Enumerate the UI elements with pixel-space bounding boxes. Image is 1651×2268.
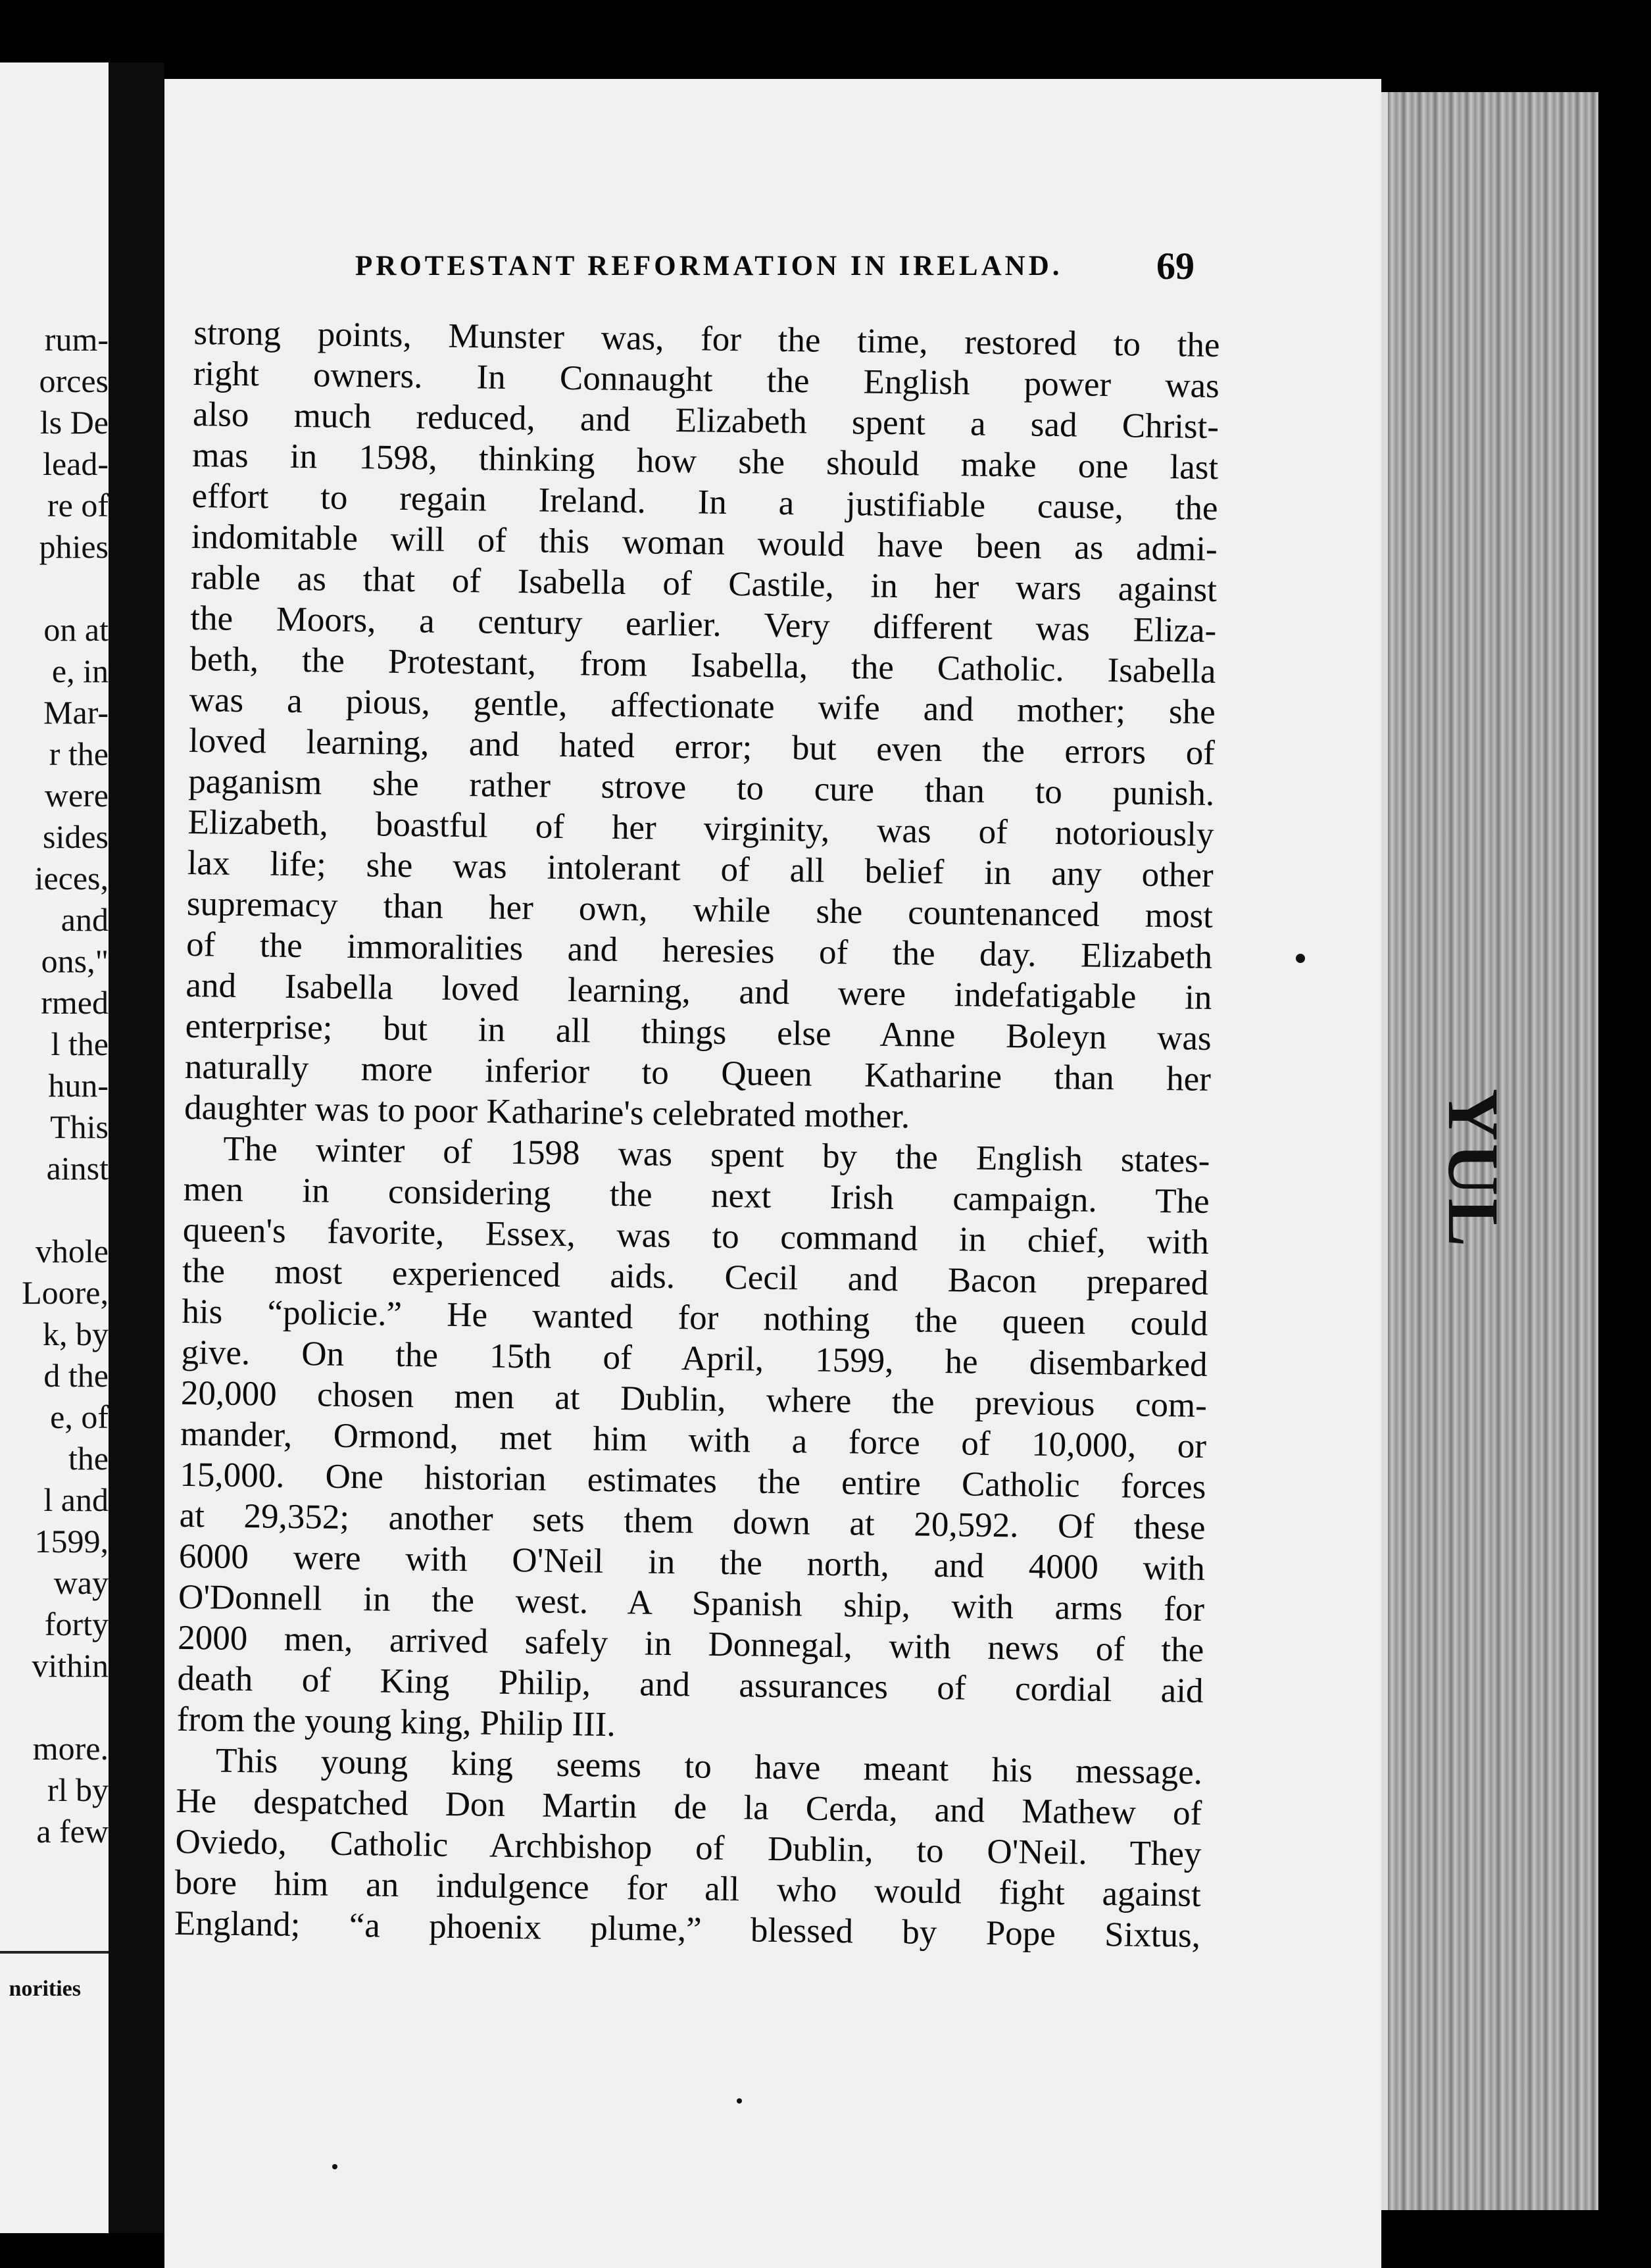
facing-line: Loore, [22, 1274, 109, 1311]
facing-line: hun- [48, 1067, 109, 1104]
library-stamp: YUL [1433, 1089, 1514, 1250]
text-line: 2000 men, arrived safely in Donnegal, with news of the [178, 1618, 1204, 1669]
text-line: mas in 1598, thinking how she should make one last [191, 435, 1219, 487]
text-line: This young king seems to have meant his message. [215, 1741, 1203, 1792]
facing-line: This [50, 1108, 109, 1145]
text-line: The winter of 1598 was spent by the English states- [223, 1129, 1210, 1180]
facing-line: vithin [32, 1647, 109, 1684]
text-line: the Moors, a century earlier. Very different was Eliza- [189, 599, 1217, 651]
page-header [164, 240, 1381, 293]
text-line: strong points, Munster was, for the time, restored to the [193, 313, 1220, 365]
facing-line: e, of [50, 1398, 109, 1435]
text-line: Oviedo, Catholic Archbishop of Dublin, to O'Neil. They [175, 1822, 1202, 1873]
text-line: O'Donnell in the west. A Spanish ship, with arms for [178, 1577, 1205, 1629]
text-line: bore him an indulgence for all who would fight against [174, 1863, 1202, 1914]
ink-speck [332, 2164, 337, 2169]
text-line: right owners. In Connaught the English power was [193, 354, 1220, 406]
facing-line: the [68, 1440, 109, 1477]
text-line: effort to regain Ireland. In a justifiable cause, the [191, 476, 1218, 528]
facing-page-lines [0, 319, 109, 1852]
running-head: PROTESTANT REFORMATION IN IRELAND. [355, 251, 1063, 282]
text-line: mander, Ormond, met him with a force of 10,000, or [180, 1414, 1207, 1466]
facing-line: d the [43, 1357, 109, 1394]
footnote-rule [0, 1951, 109, 1954]
text-line: loved learning, and hated error; but even the errors of [188, 721, 1216, 773]
facing-line-gap [0, 568, 109, 609]
facing-line: lead- [43, 445, 109, 482]
facing-line: Mar- [43, 694, 109, 731]
text-line: was a pious, gentle, affectionate wife and mother; she [189, 680, 1216, 732]
facing-line: rl by [47, 1771, 109, 1808]
text-line: indomitable will of this woman would have been as admi- [191, 517, 1218, 569]
text-line: rable as that of Isabella of Castile, in her wars against [190, 558, 1218, 610]
facing-line: 1599, [34, 1523, 109, 1560]
text-line: queen's favorite, Essex, was to command in chief, with [182, 1210, 1210, 1262]
facing-line: on at [43, 611, 109, 648]
text-line: enterprise; but in all things else Anne Boleyn was [185, 1006, 1212, 1058]
text-line: paganism she rather strove to cure than to punish. [187, 762, 1215, 814]
facing-line: ls De [39, 404, 109, 441]
text-line: England; “a phoenix plume,” blessed by Pope Sixtus, [174, 1904, 1201, 1955]
facing-line: r the [49, 735, 109, 772]
text-line: from the young king, Philip III. [176, 1700, 616, 1744]
facing-line: more. [32, 1730, 109, 1767]
facing-line: ainst [46, 1150, 109, 1187]
text-line: daughter was to poor Katharine's celebrated mother. [184, 1088, 910, 1136]
facing-line: forty [44, 1606, 109, 1642]
text-line: Elizabeth, boastful of her virginity, was of notoriously [187, 802, 1214, 854]
facing-line: ons," [41, 943, 109, 979]
facing-line: e, in [51, 653, 109, 689]
facing-line: l and [43, 1481, 109, 1518]
facing-page-fragment [0, 62, 109, 2233]
text-line: also much reduced, and Elizabeth spent a sad Christ- [192, 395, 1220, 447]
facing-line: way [53, 1564, 109, 1601]
text-line: and Isabella loved learning, and were indefatigable in [185, 966, 1212, 1017]
text-line: beth, the Protestant, from Isabella, the Catholic. Isabella [189, 639, 1216, 691]
ink-speck [1296, 954, 1305, 963]
text-line: lax life; she was intolerant of all belief in any other [187, 843, 1214, 895]
text-line: 15,000. One historian estimates the entire Catholic forces [180, 1455, 1206, 1506]
page-number: 69 [1156, 245, 1195, 287]
facing-line: phies [39, 528, 109, 565]
text-line: the most experienced aids. Cecil and Bacon prepared [182, 1251, 1209, 1302]
facing-line: k, by [43, 1316, 109, 1352]
facing-line: sides [43, 818, 109, 855]
page-body [174, 312, 1220, 1956]
facing-line: a few [36, 1813, 109, 1850]
text-line: of the immoralities and heresies of the day. Elizabeth [185, 925, 1213, 976]
text-line: 20,000 chosen men at Dublin, where the previous com- [180, 1373, 1208, 1425]
facing-line: re of [47, 487, 109, 524]
book-gutter [109, 62, 164, 2233]
text-line: death of King Philip, and assurances of cordial aid [177, 1659, 1204, 1710]
text-line: 6000 were with O'Neil in the north, and 4000 with [178, 1537, 1206, 1588]
facing-line: were [44, 777, 109, 814]
text-line: at 29,352; another sets them down at 20,592. Of these [179, 1496, 1206, 1547]
facing-line: vhole [35, 1233, 109, 1270]
facing-footnote-fragment: norities [9, 1977, 81, 2001]
ink-speck [737, 2098, 742, 2104]
facing-line: rmed [41, 984, 109, 1021]
text-line: naturally more inferior to Queen Katharine than her [184, 1047, 1212, 1098]
text-line: his “policie.” He wanted for nothing the queen could [182, 1292, 1208, 1343]
text-line: give. On the 15th of April, 1599, he disembarked [181, 1333, 1208, 1384]
facing-line: rum- [44, 321, 109, 358]
facing-line-gap [0, 1687, 109, 1728]
text-line: He despatched Don Martin de la Cerda, and Mathew of [175, 1781, 1202, 1833]
book-page [164, 79, 1381, 2268]
facing-line: orces [39, 362, 109, 399]
facing-line: l the [51, 1025, 109, 1062]
facing-line: ieces, [34, 860, 109, 897]
text-line: men in considering the next Irish campaign. The [183, 1170, 1210, 1221]
text-line: supremacy than her own, while she countenanced most [186, 884, 1214, 935]
facing-line: and [61, 901, 109, 938]
facing-line-gap [0, 1189, 109, 1231]
